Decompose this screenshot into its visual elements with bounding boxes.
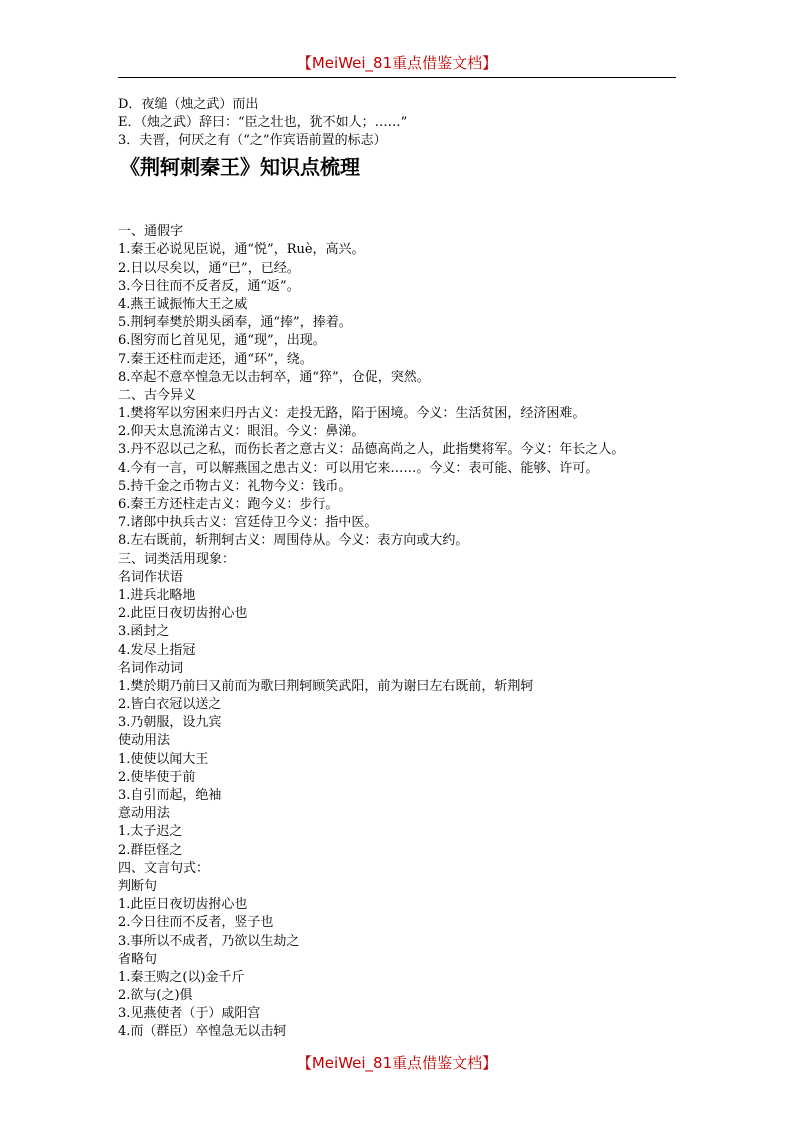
- text-line: 1.太子迟之: [118, 824, 183, 840]
- text-line: 6.秦王方还柱走古义：跑今义：步行。: [118, 497, 339, 512]
- text-line: 2.今日往而不反者，竖子也: [118, 915, 274, 931]
- text-line: 2.此臣日夜切齿拊心也: [118, 606, 248, 622]
- text-line: 5.持千金之币物古义：礼物今义：钱币。: [118, 478, 352, 494]
- text-line: 3.今日往而不反者反，通“返”。: [118, 278, 300, 294]
- text-line: E．（烛之武）辞曰：“臣之壮也，犹不如人；……”: [118, 115, 408, 131]
- text-line: 7.诸郎中执兵古义：宫廷侍卫今义：指中医。: [118, 515, 378, 531]
- main-content: [118, 205, 678, 1042]
- text-line: 4.今有一言，可以解燕国之患古义：可以用它来……。今义：表可能、能够、许可。: [118, 460, 599, 476]
- text-line: 3.见燕使者（于）咸阳宫: [118, 1006, 261, 1022]
- text-line: 3.函封之: [118, 624, 170, 640]
- header-divider: [118, 77, 676, 78]
- text-line: 2.仰天太息流涕古义：眼泪。今义：鼻涕。: [118, 424, 365, 440]
- text-line: 8.卒起不意卒惶急无以击轲卒，通“猝”，仓促，突然。: [118, 369, 430, 385]
- text-line: 判断句: [118, 878, 158, 894]
- text-line: 4.而（群臣）卒惶急无以击轲: [118, 1024, 287, 1040]
- text-line: 名词作状语: [118, 569, 184, 585]
- text-line: 2.欲与(之)俱: [118, 988, 193, 1004]
- text-line: 二、古今异义: [118, 387, 197, 403]
- text-line: 使动用法: [118, 733, 171, 749]
- page-header: 【MeiWei_81重点借鉴文档】: [296, 54, 498, 72]
- text-line: 3.自引而起，绝袖: [118, 788, 222, 803]
- text-line: 2.皆白衣冠以送之: [118, 697, 222, 713]
- text-line: 1.进兵北略地: [118, 587, 196, 603]
- top-lines: [118, 96, 678, 151]
- text-line: 1.樊於期乃前曰又前而为歌曰荆轲顾笑武阳，前为谢曰左右既前，斩荆轲: [118, 678, 534, 694]
- text-line: 4.燕王诚振怖大王之威: [118, 296, 248, 312]
- text-line: 1.秦王购之(以)金千斤: [118, 969, 245, 985]
- text-line: 名词作动词: [118, 660, 184, 676]
- text-line: 7.秦王还柱而走还，通“环”，绕。: [118, 351, 313, 367]
- text-line: 四、文言句式：: [118, 860, 210, 876]
- text-line: 3.丹不忍以己之私，而伤长者之意古义：品德高尚之人，此指樊将军。今义：年长之人。: [118, 442, 625, 458]
- text-line: 6.图穷而匕首见见，通“现”，出现。: [118, 333, 326, 349]
- text-line: 4.发尽上指冠: [118, 642, 196, 658]
- document-title: 《荆轲刺秦王》知识点梳理: [120, 155, 360, 179]
- text-line: 1.樊将军以穷困来归丹古义：走投无路，陷于困境。今义：生活贫困，经济困难。: [118, 406, 586, 422]
- text-line: 3.事所以不成者，乃欲以生劫之: [118, 933, 300, 949]
- text-line: 2.日以尽矣以，通“已”，已经。: [118, 260, 300, 276]
- text-line: [118, 205, 678, 223]
- text-line: 3．夫晋，何厌之有（“之”作宾语前置的标志）: [118, 133, 387, 149]
- text-line: 1.秦王必说见臣说，通“悦”，Ruè，高兴。: [118, 242, 365, 258]
- text-line: 3.乃朝服，设九宾: [118, 715, 222, 731]
- page-footer: 【MeiWei_81重点借鉴文档】: [296, 1054, 498, 1072]
- text-line: D．夜缒（烛之武）而出: [118, 97, 259, 112]
- text-line: 1.此臣日夜切齿拊心也: [118, 897, 248, 913]
- text-line: 5.荆轲奉樊於期头函奉，通“捧”，捧着。: [118, 315, 352, 331]
- text-line: 8.左右既前，斩荆轲古义：周围侍从。今义：表方向或大约。: [118, 533, 469, 549]
- text-line: 1.使使以闻大王: [118, 751, 209, 767]
- text-line: 2.使毕使于前: [118, 769, 196, 785]
- text-line: 省略句: [118, 951, 158, 967]
- text-line: 意动用法: [118, 806, 171, 822]
- text-line: 一、通假字: [118, 224, 184, 240]
- text-line: 三、词类活用现象：: [118, 551, 236, 567]
- text-line: 2.群臣怪之: [118, 842, 183, 858]
